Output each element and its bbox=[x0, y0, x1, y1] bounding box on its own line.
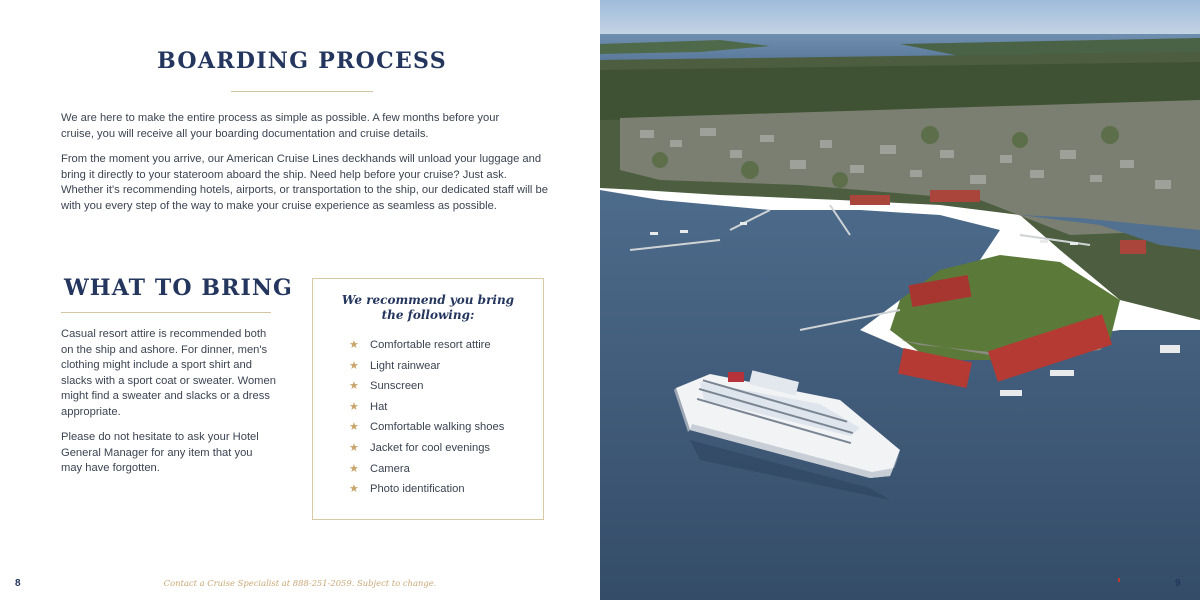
heading-divider bbox=[61, 312, 271, 313]
what-to-bring-heading: WHAT TO BRING bbox=[64, 275, 293, 301]
list-item-label: Jacket for cool evenings bbox=[370, 441, 491, 454]
list-item bbox=[349, 359, 504, 380]
star-icon: ★ bbox=[349, 483, 359, 496]
star-icon: ★ bbox=[349, 339, 359, 351]
star-icon: ★ bbox=[349, 400, 359, 413]
page-number-left: 8 bbox=[15, 578, 21, 589]
boarding-paragraph-1: We are here to make the entire process as simple as possible. A few months before your cruise, you will receive all your boarding documentation and cruise details. bbox=[61, 112, 500, 140]
packing-list bbox=[349, 338, 504, 503]
list-item-label: Comfortable walking shoes bbox=[370, 421, 505, 434]
list-item bbox=[349, 462, 504, 483]
list-item-label: Camera bbox=[370, 462, 410, 475]
aerial-harbor-illustration bbox=[600, 0, 1200, 600]
star-icon: ★ bbox=[349, 462, 359, 475]
star-icon: ★ bbox=[349, 421, 359, 434]
list-item bbox=[349, 400, 504, 421]
boarding-process-heading: BOARDING PROCESS bbox=[157, 48, 447, 74]
recommendation-title-line-1: We recommend you bring bbox=[341, 293, 515, 307]
list-item-label: Hat bbox=[370, 400, 388, 413]
list-item-label: Sunscreen bbox=[370, 380, 424, 393]
harbor-photo bbox=[600, 0, 1200, 600]
list-item bbox=[349, 441, 504, 462]
star-icon: ★ bbox=[349, 441, 359, 454]
page-number-right: 9 bbox=[1175, 578, 1181, 589]
list-item-label: Photo identification bbox=[370, 483, 465, 496]
list-item bbox=[349, 379, 504, 400]
forgotten-items-paragraph: Please do not hesitate to ask your Hotel General Manager for any item that you may have forgotten. bbox=[61, 431, 259, 475]
star-icon: ★ bbox=[349, 380, 359, 393]
attire-paragraph: Casual resort attire is recommended both on the ship and ashore. For dinner, men's clothing might include a sport shirt and slacks with a sport coat or sweater. Women might find a sweater and slacks or a dress appropriate. bbox=[61, 328, 276, 418]
recommendation-title-line-2: the following: bbox=[381, 308, 475, 322]
list-item-label: Comfortable resort attire bbox=[370, 339, 491, 351]
star-icon: ★ bbox=[349, 359, 359, 372]
list-item bbox=[349, 482, 504, 503]
recommendation-title bbox=[313, 293, 543, 323]
footer-contact: Contact a Cruise Specialist at 888-251-2059. Subject to change. bbox=[163, 578, 437, 588]
recommendation-box bbox=[312, 278, 544, 520]
list-item bbox=[349, 420, 504, 441]
heading-divider bbox=[231, 91, 373, 92]
boarding-paragraph-2: From the moment you arrive, our American Cruise Lines deckhands will unload your luggage and bring it directly to your stateroom aboard the ship. Need help before your cruise? Just ask. Whether it's recommending hotels, airports, or transportation to the ship, our dedicated staff will be with you every step of the way to make your cruise experience as seamless as possible. bbox=[61, 153, 548, 212]
list-item bbox=[349, 338, 504, 359]
list-item-label: Light rainwear bbox=[370, 359, 441, 372]
